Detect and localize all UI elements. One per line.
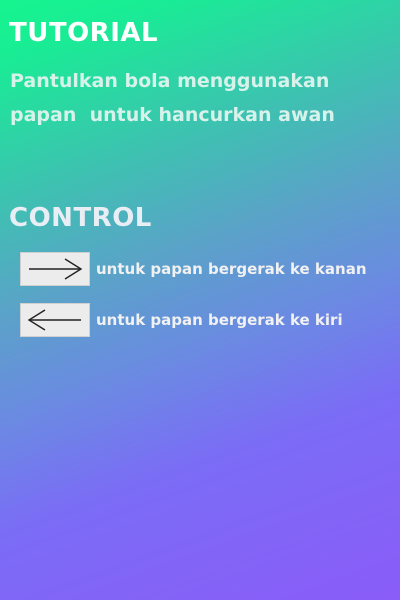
arrow-left-icon — [25, 307, 85, 333]
tutorial-description-line-1: Pantulkan bola menggunakan — [10, 70, 330, 92]
tutorial-description-line-2: papan untuk hancurkan awan — [10, 104, 335, 126]
control-row-left — [20, 302, 343, 338]
control-label-right: untuk papan bergerak ke kanan — [96, 260, 367, 278]
tutorial-title: TUTORIAL — [9, 18, 159, 48]
right-arrow-key — [20, 252, 90, 286]
control-title: CONTROL — [9, 203, 152, 233]
tutorial-description — [10, 64, 390, 132]
control-row-right — [20, 251, 367, 287]
control-label-left: untuk papan bergerak ke kiri — [96, 311, 343, 329]
left-arrow-key — [20, 303, 90, 337]
arrow-right-icon — [25, 256, 85, 282]
